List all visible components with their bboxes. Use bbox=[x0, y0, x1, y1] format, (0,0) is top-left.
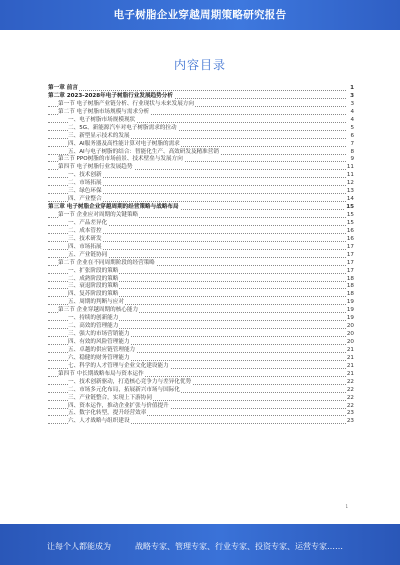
toc-entry-text: 三、衰退阶段的策略 bbox=[68, 283, 119, 290]
toc-entry-text: 五、周期的判断与应对 bbox=[68, 299, 124, 306]
toc-entry[interactable] bbox=[48, 125, 354, 133]
toc-entry-text: 三、强大的市场营销能力 bbox=[68, 331, 130, 338]
toc-entry[interactable] bbox=[48, 93, 354, 101]
toc-entry-page: 19 bbox=[346, 307, 354, 314]
footer-tagline: 战略专家、管理专家、行业专家、投资专家、运营专家…… bbox=[135, 542, 343, 551]
toc-entry[interactable] bbox=[48, 228, 354, 236]
toc-entry-text: 五、AI与电子树脂的结合：智能化生产、高效研发及精准营销 bbox=[68, 148, 219, 155]
toc-entry-text: 三、技术研发 bbox=[68, 235, 102, 242]
toc-entry[interactable] bbox=[48, 101, 354, 109]
toc-entry-text: 三、新型显示技术的发展 bbox=[68, 132, 130, 139]
toc-entry-page: 11 bbox=[346, 164, 354, 171]
toc-entry[interactable] bbox=[48, 244, 354, 252]
toc-entry-page: 18 bbox=[346, 275, 354, 282]
toc-entry[interactable] bbox=[48, 220, 354, 228]
toc-entry-page: 13 bbox=[346, 188, 354, 195]
toc-entry-text: 第一节 企业应对周期的关键策略 bbox=[58, 212, 139, 218]
toc-entry-page: 7 bbox=[350, 140, 354, 147]
toc-entry-text: 二、成熟阶段的策略 bbox=[68, 275, 119, 282]
toc-entry-text: 六、稳健的财务管理能力 bbox=[68, 354, 130, 361]
toc-entry-page: 15 bbox=[346, 212, 354, 218]
toc-entry-page: 21 bbox=[346, 370, 354, 377]
toc-entry-page: 19 bbox=[346, 299, 354, 306]
page-number: 1 bbox=[345, 504, 348, 509]
toc-entry-text: 第一章 前言 bbox=[48, 85, 78, 91]
toc-entry-page: 3 bbox=[350, 100, 354, 107]
toc-entry-page: 20 bbox=[346, 331, 354, 338]
toc-entry[interactable] bbox=[48, 204, 354, 212]
toc-entry-text: 四、市场拓展 bbox=[68, 243, 102, 250]
toc-entry-text: 第四节 中长期战略布局与资本运作 bbox=[58, 370, 144, 377]
toc-entry-page: 18 bbox=[346, 291, 354, 298]
toc-entry-text: 四、AI服务器及高性能计算对电子树脂的需求 bbox=[68, 140, 180, 147]
toc-entry-text: 第三节 PPO树脂的市场前景、技术壁垒与发展方向 bbox=[58, 156, 183, 163]
toc-entry[interactable] bbox=[48, 85, 354, 93]
toc-entry[interactable] bbox=[48, 323, 354, 331]
toc-entry-page: 11 bbox=[346, 172, 354, 179]
toc-entry-text: 一、电子树脂市场规模现状 bbox=[68, 116, 136, 123]
toc-entry-page: 20 bbox=[346, 339, 354, 345]
toc-entry-text: 一、技术创新 bbox=[68, 172, 102, 179]
toc-title: 内容目录 bbox=[173, 58, 226, 72]
toc-entry-page: 5 bbox=[350, 124, 354, 131]
toc-entry-page: 16 bbox=[346, 235, 354, 242]
toc-entry-page: 21 bbox=[346, 346, 354, 353]
toc-entry[interactable] bbox=[48, 117, 354, 125]
toc-entry[interactable] bbox=[48, 188, 354, 196]
toc-entry-text: 第四节 电子树脂行业发展趋势 bbox=[58, 164, 133, 171]
toc-entry-page: 1 bbox=[350, 85, 354, 91]
toc-entry[interactable] bbox=[48, 180, 354, 188]
toc-entry-page: 22 bbox=[346, 386, 354, 393]
toc-entry-text: 一、技术创新驱动，打造核心竞争力与差异化优势 bbox=[68, 378, 192, 385]
toc-entry-page: 23 bbox=[346, 410, 354, 417]
toc-entry[interactable] bbox=[48, 196, 354, 204]
toc-entry-text: 二、市场拓展 bbox=[68, 180, 102, 187]
toc-entry[interactable] bbox=[48, 315, 354, 323]
toc-entry[interactable] bbox=[48, 387, 354, 395]
toc-entry-page: 9 bbox=[350, 156, 354, 163]
toc-entry-page: 19 bbox=[346, 315, 354, 322]
toc-entry-text: 五、产业链协同 bbox=[68, 251, 108, 258]
toc-entry[interactable] bbox=[48, 212, 354, 220]
toc-entry-text: 七、科学的人才管理与企业文化建设能力 bbox=[68, 362, 169, 369]
toc-entry-page: 17 bbox=[346, 259, 354, 266]
toc-entry-text: 四、产业整合 bbox=[68, 196, 102, 203]
toc-entry-text: 四、复苏阶段的策略 bbox=[68, 291, 119, 298]
toc-entry-page: 4 bbox=[350, 116, 354, 123]
toc-entry-text: 五、卓越的供应链管理能力 bbox=[68, 346, 136, 353]
toc-entry[interactable] bbox=[48, 418, 354, 426]
toc-entry[interactable] bbox=[48, 371, 354, 379]
toc-entry-text: 二、市场多元化布局，拓展新兴市场与国际化 bbox=[68, 386, 180, 393]
toc-entry-page: 6 bbox=[350, 132, 354, 139]
toc-entry[interactable] bbox=[48, 331, 354, 339]
toc-entry-text: 五、数字化转型，提升经营效率 bbox=[68, 410, 147, 417]
toc-entry[interactable] bbox=[48, 252, 354, 260]
toc-entry-text: 一、持续的创新能力 bbox=[68, 315, 119, 322]
toc-entry-page: 3 bbox=[350, 92, 354, 99]
toc-entry-text: 三、绿色环保 bbox=[68, 188, 102, 195]
toc-entry-page: 22 bbox=[346, 402, 354, 409]
toc-entry[interactable] bbox=[48, 355, 354, 363]
toc-entry-text: 第二章 2023-2028年电子树脂行业发展趋势分析 bbox=[48, 92, 173, 99]
toc-entry[interactable] bbox=[48, 307, 354, 315]
toc-entry-text: 四、资本运作，推动企业扩张与价值提升 bbox=[68, 402, 169, 409]
toc-entry-page: 17 bbox=[346, 267, 354, 274]
toc-entry-page: 4 bbox=[350, 108, 354, 115]
toc-entry-text: 二、成本管控 bbox=[68, 227, 102, 234]
report-title: 电子树脂企业穿越周期策略研究报告 bbox=[113, 9, 287, 21]
toc-entry[interactable] bbox=[48, 395, 354, 403]
toc-entry-text: 三、产业链整合，实现上下游协同 bbox=[68, 394, 152, 401]
toc-entry-page: 8 bbox=[350, 148, 354, 155]
toc-leader-dots bbox=[48, 90, 346, 91]
toc-entry[interactable] bbox=[48, 260, 354, 268]
toc-entry-page: 22 bbox=[346, 394, 354, 401]
toc-entry[interactable] bbox=[48, 141, 354, 149]
toc-entry-text: 二、5G、新能源汽车对电子树脂需求的拉动 bbox=[68, 124, 177, 131]
toc-entry[interactable] bbox=[48, 236, 354, 244]
toc-entry[interactable] bbox=[48, 339, 354, 347]
toc-entry-text: 二、高效的管理能力 bbox=[68, 323, 119, 330]
toc-entry-page: 20 bbox=[346, 323, 354, 330]
toc-entry-text: 第二节 企业在不同周期阶段的经营策略 bbox=[58, 259, 155, 266]
toc-entry[interactable] bbox=[48, 363, 354, 371]
toc-entry-page: 15 bbox=[346, 219, 354, 226]
toc-entry-page: 17 bbox=[346, 243, 354, 250]
toc-entry-page: 21 bbox=[346, 362, 354, 369]
toc-entry-page: 21 bbox=[346, 354, 354, 361]
toc-entry-page: 16 bbox=[346, 227, 354, 234]
toc-entry-text: 第一节 电子树脂产业链分析、行业现状与未来发展方向 bbox=[58, 100, 195, 107]
toc-entry-text: 一、产品差异化 bbox=[68, 219, 108, 226]
toc-entry[interactable] bbox=[48, 347, 354, 355]
toc-entry-page: 18 bbox=[346, 283, 354, 290]
toc-entry-page: 14 bbox=[346, 196, 354, 203]
toc-entry[interactable] bbox=[48, 133, 354, 141]
toc-entry[interactable] bbox=[48, 109, 354, 117]
toc-entry-text: 第三章 电子树脂企业穿越周期的经营策略与战略布局 bbox=[48, 204, 179, 211]
toc-entry-text: 一、扩张阶段的策略 bbox=[68, 267, 119, 274]
toc-entry-page: 17 bbox=[346, 251, 354, 258]
toc-entry[interactable] bbox=[48, 268, 354, 276]
toc-entry-page: 23 bbox=[346, 418, 354, 425]
table-of-contents bbox=[48, 85, 354, 426]
toc-entry[interactable] bbox=[48, 379, 354, 387]
toc-entry-text: 六、人才战略与组织建设 bbox=[68, 418, 130, 425]
toc-entry-text: 第二节 电子树脂市场规模与需求分析 bbox=[58, 108, 150, 115]
toc-entry-text: 四、有效的风险管理能力 bbox=[68, 339, 130, 345]
toc-entry-page: 15 bbox=[346, 204, 354, 211]
toc-entry-text: 第三节 企业穿越周期的核心能力 bbox=[58, 307, 139, 314]
footer-slogan: 让每个人都能成为 bbox=[47, 542, 111, 551]
toc-entry-page: 22 bbox=[346, 378, 354, 385]
toc-entry-page: 12 bbox=[346, 180, 354, 187]
